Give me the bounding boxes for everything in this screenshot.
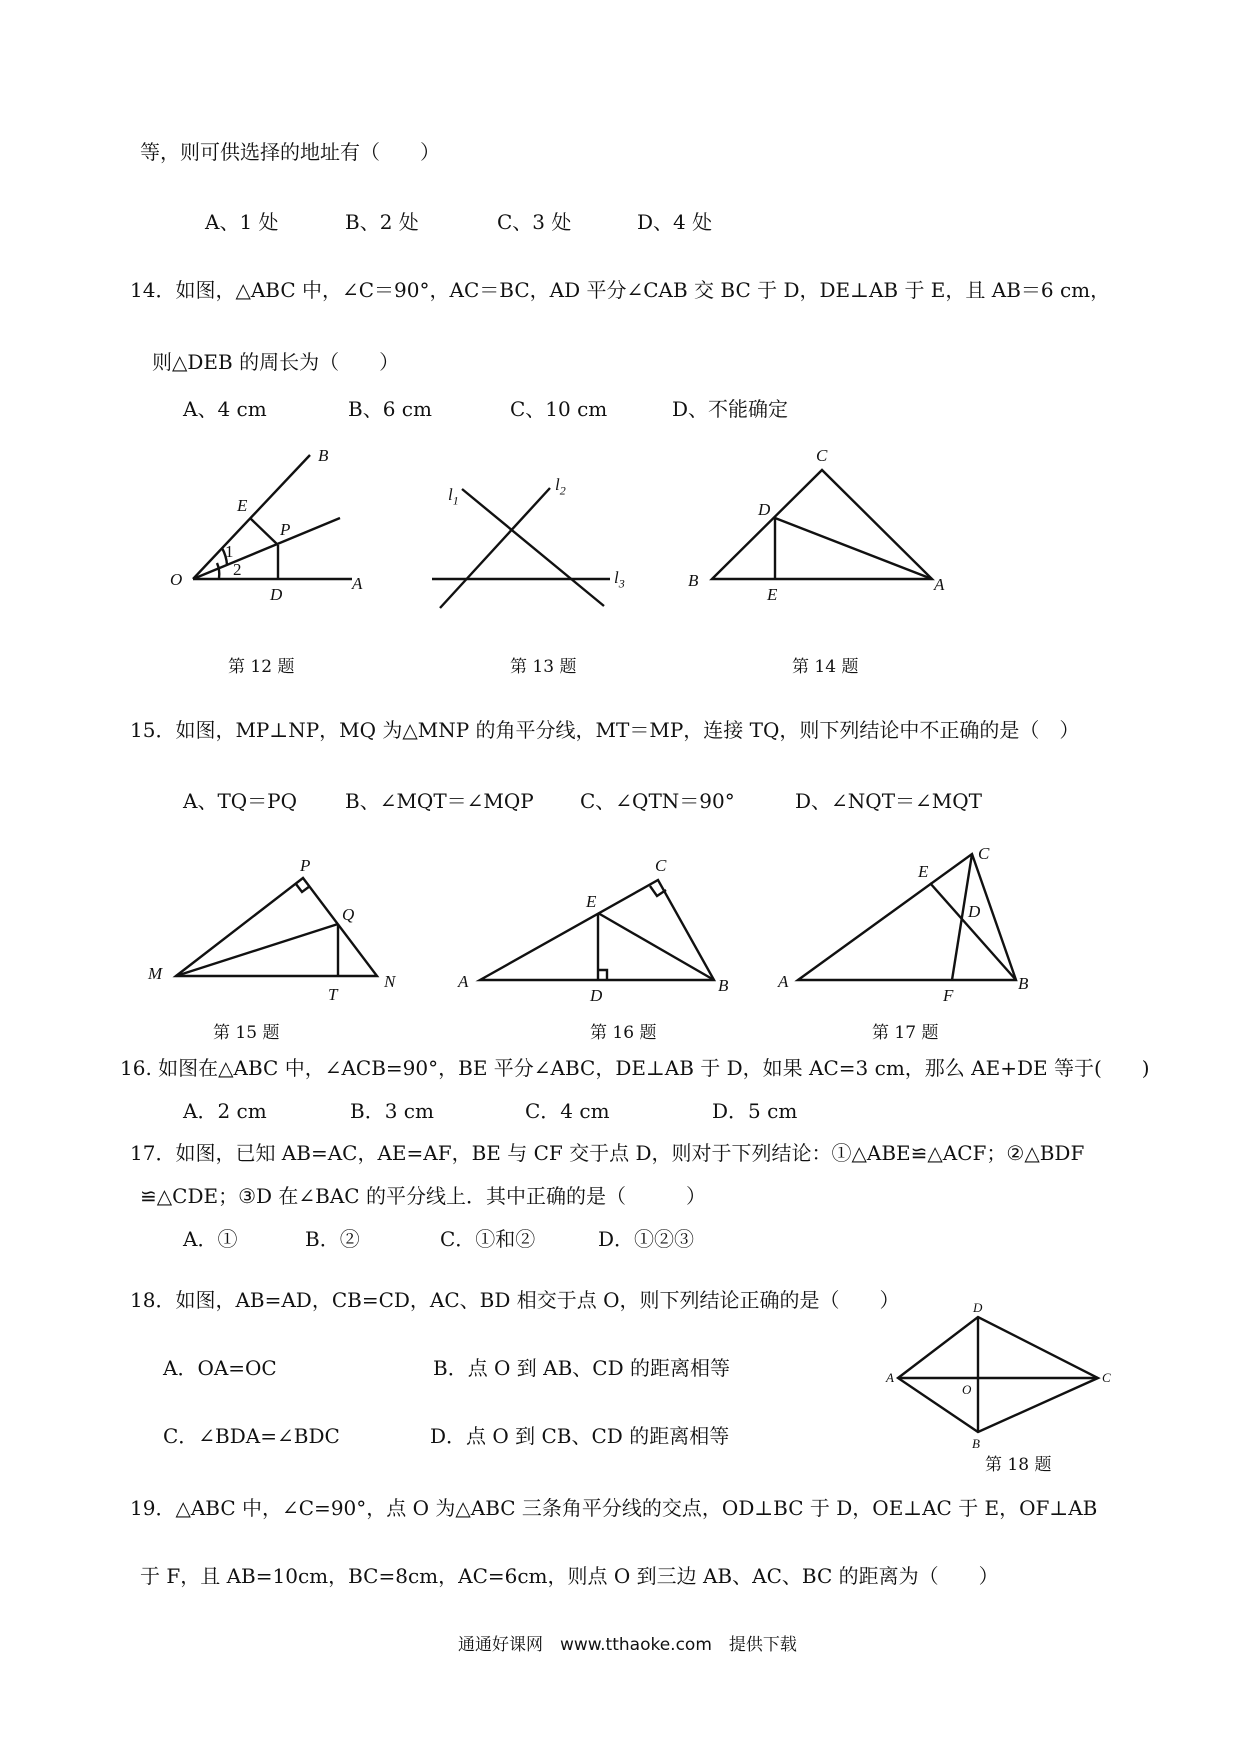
page-footer: 通通好课网 www.tthaoke.com 提供下载: [458, 1635, 797, 1655]
fig17-label-c: C: [978, 844, 990, 863]
fig14-label-c: C: [816, 446, 828, 465]
fig16-label-e: E: [586, 892, 597, 911]
q17-option-b: B．②: [305, 1227, 360, 1251]
fig16-label-a: A: [458, 972, 469, 991]
fig12-label-p: P: [280, 520, 291, 539]
q17-stem-line2: ≌△CDE；③D 在∠BAC 的平分线上．其中正确的是（ ）: [140, 1184, 706, 1208]
fig17-label-d: D: [968, 902, 981, 921]
q13-option-a: A、1 处: [205, 210, 279, 234]
fig12-label-b: B: [318, 446, 329, 465]
fig12-caption: 第 12 题: [228, 657, 295, 677]
fig13-caption: 第 13 题: [510, 657, 577, 677]
q18-option-d: D．点 O 到 CB、CD 的距离相等: [430, 1424, 730, 1448]
fig14-caption: 第 14 题: [792, 657, 859, 677]
q17-option-a: A．①: [183, 1227, 238, 1251]
q18-stem: 18．如图，AB=AD，CB=CD，AC、BD 相交于点 O，则下列结论正确的是（ ）: [130, 1288, 900, 1312]
q16-option-c: C．4 cm: [525, 1099, 610, 1123]
q18-option-a: A．OA=OC: [163, 1356, 277, 1380]
fig18-label-c: C: [1102, 1370, 1111, 1385]
q17-stem-line1: 17．如图，已知 AB=AC，AE=AF，BE 与 CF 交于点 D，则对于下列结论：①△ABE≌△ACF；②△BDF: [130, 1141, 1085, 1165]
fig14-label-a: A: [934, 575, 945, 594]
fig12-label-e: E: [237, 496, 248, 515]
fig12-label-d: D: [270, 585, 283, 604]
q13-option-d: D、4 处: [637, 210, 713, 234]
q16-stem: 16. 如图在△ABC 中，∠ACB=90°，BE 平分∠ABC，DE⊥AB 于 D，如果 AC=3 cm，那么 AE+DE 等于( ): [120, 1056, 1150, 1080]
fig16-label-d: D: [590, 986, 603, 1005]
fig18-label-a: A: [886, 1370, 894, 1385]
fig15-label-n: N: [384, 972, 396, 991]
fig12-label-o: O: [170, 570, 183, 589]
fig17-label-a: A: [778, 972, 789, 991]
q14-stem-line1: 14．如图，△ABC 中，∠C＝90°，AC＝BC，AD 平分∠CAB 交 BC 于 D，DE⊥AB 于 E，且 AB＝6 cm，: [130, 278, 1111, 302]
fig15-label-t: T: [328, 985, 338, 1004]
fig15-label-q: Q: [342, 905, 355, 924]
fig15-caption: 第 15 题: [213, 1023, 280, 1043]
q17-option-c: C．①和②: [440, 1227, 536, 1251]
q19-stem-line2: 于 F，且 AB=10cm，BC=8cm，AC=6cm，则点 O 到三边 AB、AC、BC 的距离为（ ）: [140, 1564, 999, 1588]
q15-option-d: D、∠NQT＝∠MQT: [795, 789, 983, 813]
fig17-label-f: F: [943, 986, 954, 1005]
q15-option-a: A、TQ＝PQ: [183, 789, 298, 813]
q18-option-c: C．∠BDA=∠BDC: [163, 1424, 340, 1448]
q18-option-b: B．点 O 到 AB、CD 的距离相等: [433, 1356, 731, 1380]
q14-option-b: B、6 cm: [348, 397, 432, 421]
q16-option-d: D．5 cm: [712, 1099, 798, 1123]
fig16-caption: 第 16 题: [590, 1023, 657, 1043]
q15-stem: 15．如图，MP⊥NP，MQ 为△MNP 的角平分线，MT＝MP，连接 TQ，则下列结论中不正确的是（ ）: [130, 718, 1080, 742]
fig18-label-d: D: [973, 1300, 983, 1315]
fig13-label-l3: $l_3$: [614, 568, 625, 591]
fig16-label-c: C: [655, 856, 667, 875]
q13-option-b: B、2 处: [345, 210, 419, 234]
fig17-caption: 第 17 题: [872, 1023, 939, 1043]
q15-option-c: C、∠QTN＝90°: [580, 789, 735, 813]
fig14-label-d: D: [758, 500, 771, 519]
fig14-label-b: B: [688, 571, 699, 590]
q16-option-b: B．3 cm: [350, 1099, 434, 1123]
fig14-label-e: E: [767, 585, 778, 604]
fig12-label-angle1: 1: [225, 542, 234, 561]
fig17-label-b: B: [1018, 974, 1029, 993]
q13-stem: 等，则可供选择的地址有（ ）: [140, 140, 440, 164]
q17-option-d: D．①②③: [598, 1227, 695, 1251]
fig18-caption: 第 18 题: [985, 1455, 1052, 1475]
fig13-label-l1: $l_1$: [448, 485, 459, 508]
fig17-label-e: E: [918, 862, 929, 881]
fig15-label-p: P: [300, 856, 311, 875]
fig12-label-a: A: [352, 574, 363, 593]
q14-option-d: D、不能确定: [672, 397, 789, 421]
q13-option-c: C、3 处: [497, 210, 572, 234]
q14-option-c: C、10 cm: [510, 397, 608, 421]
fig18-label-b: B: [972, 1436, 980, 1451]
fig12-label-angle2: 2: [233, 560, 242, 579]
fig13-label-l2: $l_2$: [555, 475, 566, 498]
q19-stem-line1: 19．△ABC 中，∠C=90°，点 O 为△ABC 三条角平分线的交点，OD⊥BC 于 D，OE⊥AC 于 E，OF⊥AB: [130, 1496, 1098, 1520]
q14-option-a: A、4 cm: [183, 397, 267, 421]
fig18-label-o: O: [962, 1382, 972, 1397]
q15-option-b: B、∠MQT＝∠MQP: [345, 789, 534, 813]
q14-stem-line2: 则△DEB 的周长为（ ）: [152, 350, 400, 374]
fig15-label-m: M: [148, 964, 163, 983]
fig16-label-b: B: [718, 976, 729, 995]
q16-option-a: A．2 cm: [183, 1099, 267, 1123]
